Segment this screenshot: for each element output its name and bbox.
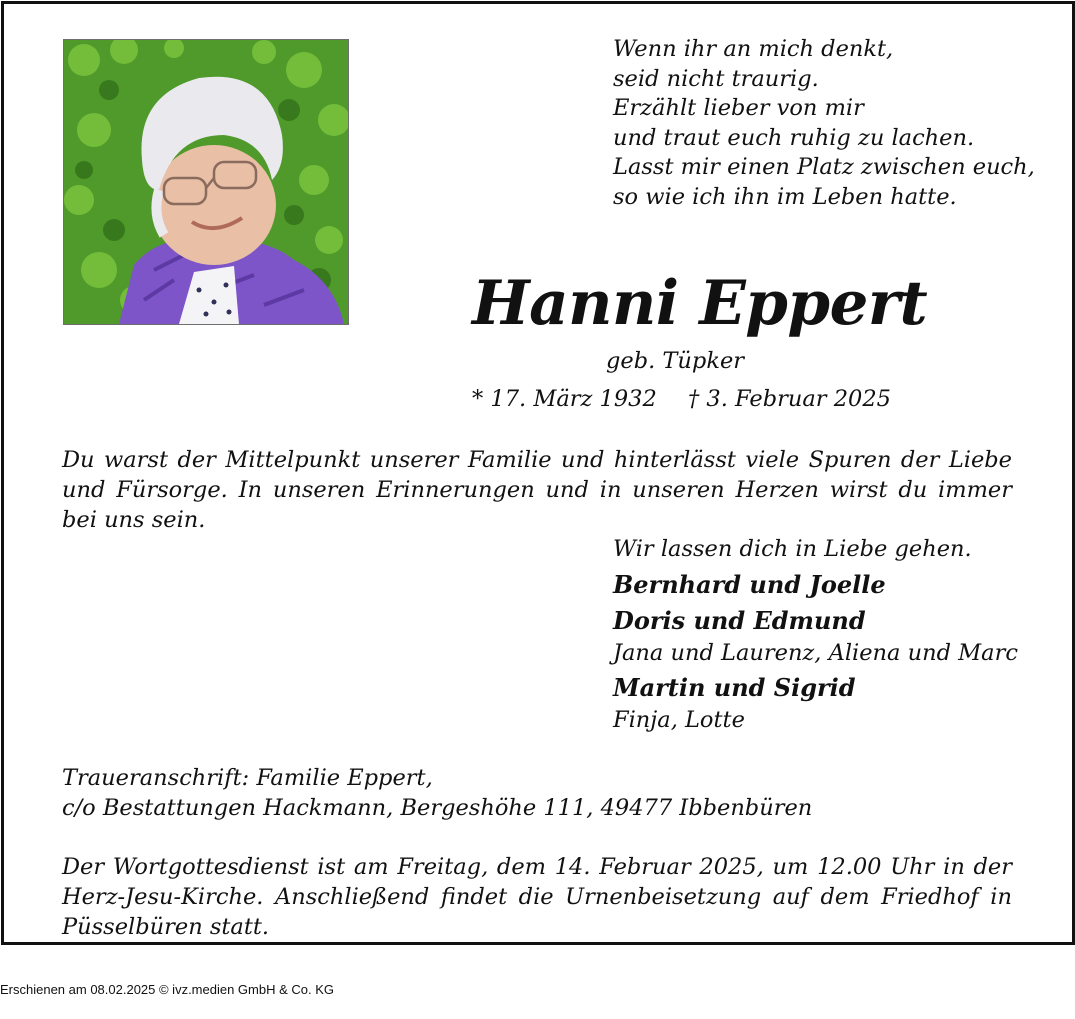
- address-line: Traueranschrift: Familie Eppert,: [62, 765, 433, 791]
- mourning-address: [62, 763, 1012, 823]
- poem-line: und traut euch ruhig zu lachen.: [613, 124, 975, 151]
- family-couple: Bernhard und Joelle: [613, 570, 886, 599]
- service-info: Der Wortgottesdienst ist am Freitag, dem 14. Februar 2025, um 12.00 Uhr in der Herz-Jesu-Kirche. Anschließend findet die Urnenbeisetzung auf dem Friedhof in Püsselbüren statt.: [62, 854, 1012, 940]
- maiden-name: geb. Tüpker: [606, 348, 745, 374]
- poem-line: so wie ich ihn im Leben hatte.: [613, 183, 957, 210]
- poem-line: Erzählt lieber von mir: [613, 95, 864, 122]
- portrait-photo: [63, 39, 349, 325]
- family-couple: Martin und Sigrid: [613, 673, 856, 702]
- death-date: † 3. Februar 2025: [688, 386, 891, 412]
- family-children: Finja, Lotte: [613, 707, 745, 733]
- poem-line: Lasst mir einen Platz zwischen euch,: [613, 154, 1035, 181]
- family-children: Jana und Laurenz, Aliena und Marc: [613, 640, 1018, 666]
- poem-line: Wenn ihr an mich denkt,: [613, 36, 894, 62]
- family-list: [613, 534, 1053, 737]
- poem: [613, 35, 1053, 213]
- birth-date: * 17. März 1932: [472, 386, 657, 412]
- address-line: c/o Bestattungen Hackmann, Bergeshöhe 111, 49477 Ibbenbüren: [62, 795, 813, 821]
- tribute-text: Du warst der Mittelpunkt unserer Familie und hinterlässt viele Spuren der Liebe und Fürsorge. In unseren Erinnerungen und in unseren Herzen wirst du immer bei uns sein.: [62, 447, 1012, 533]
- poem-line: seid nicht traurig.: [613, 65, 819, 92]
- publication-footer: Erschienen am 08.02.2025 © ivz.medien GmbH & Co. KG: [0, 982, 335, 997]
- family-intro: Wir lassen dich in Liebe gehen.: [613, 536, 972, 562]
- deceased-name: Hanni Eppert: [472, 268, 928, 339]
- family-couple: Doris und Edmund: [613, 606, 866, 635]
